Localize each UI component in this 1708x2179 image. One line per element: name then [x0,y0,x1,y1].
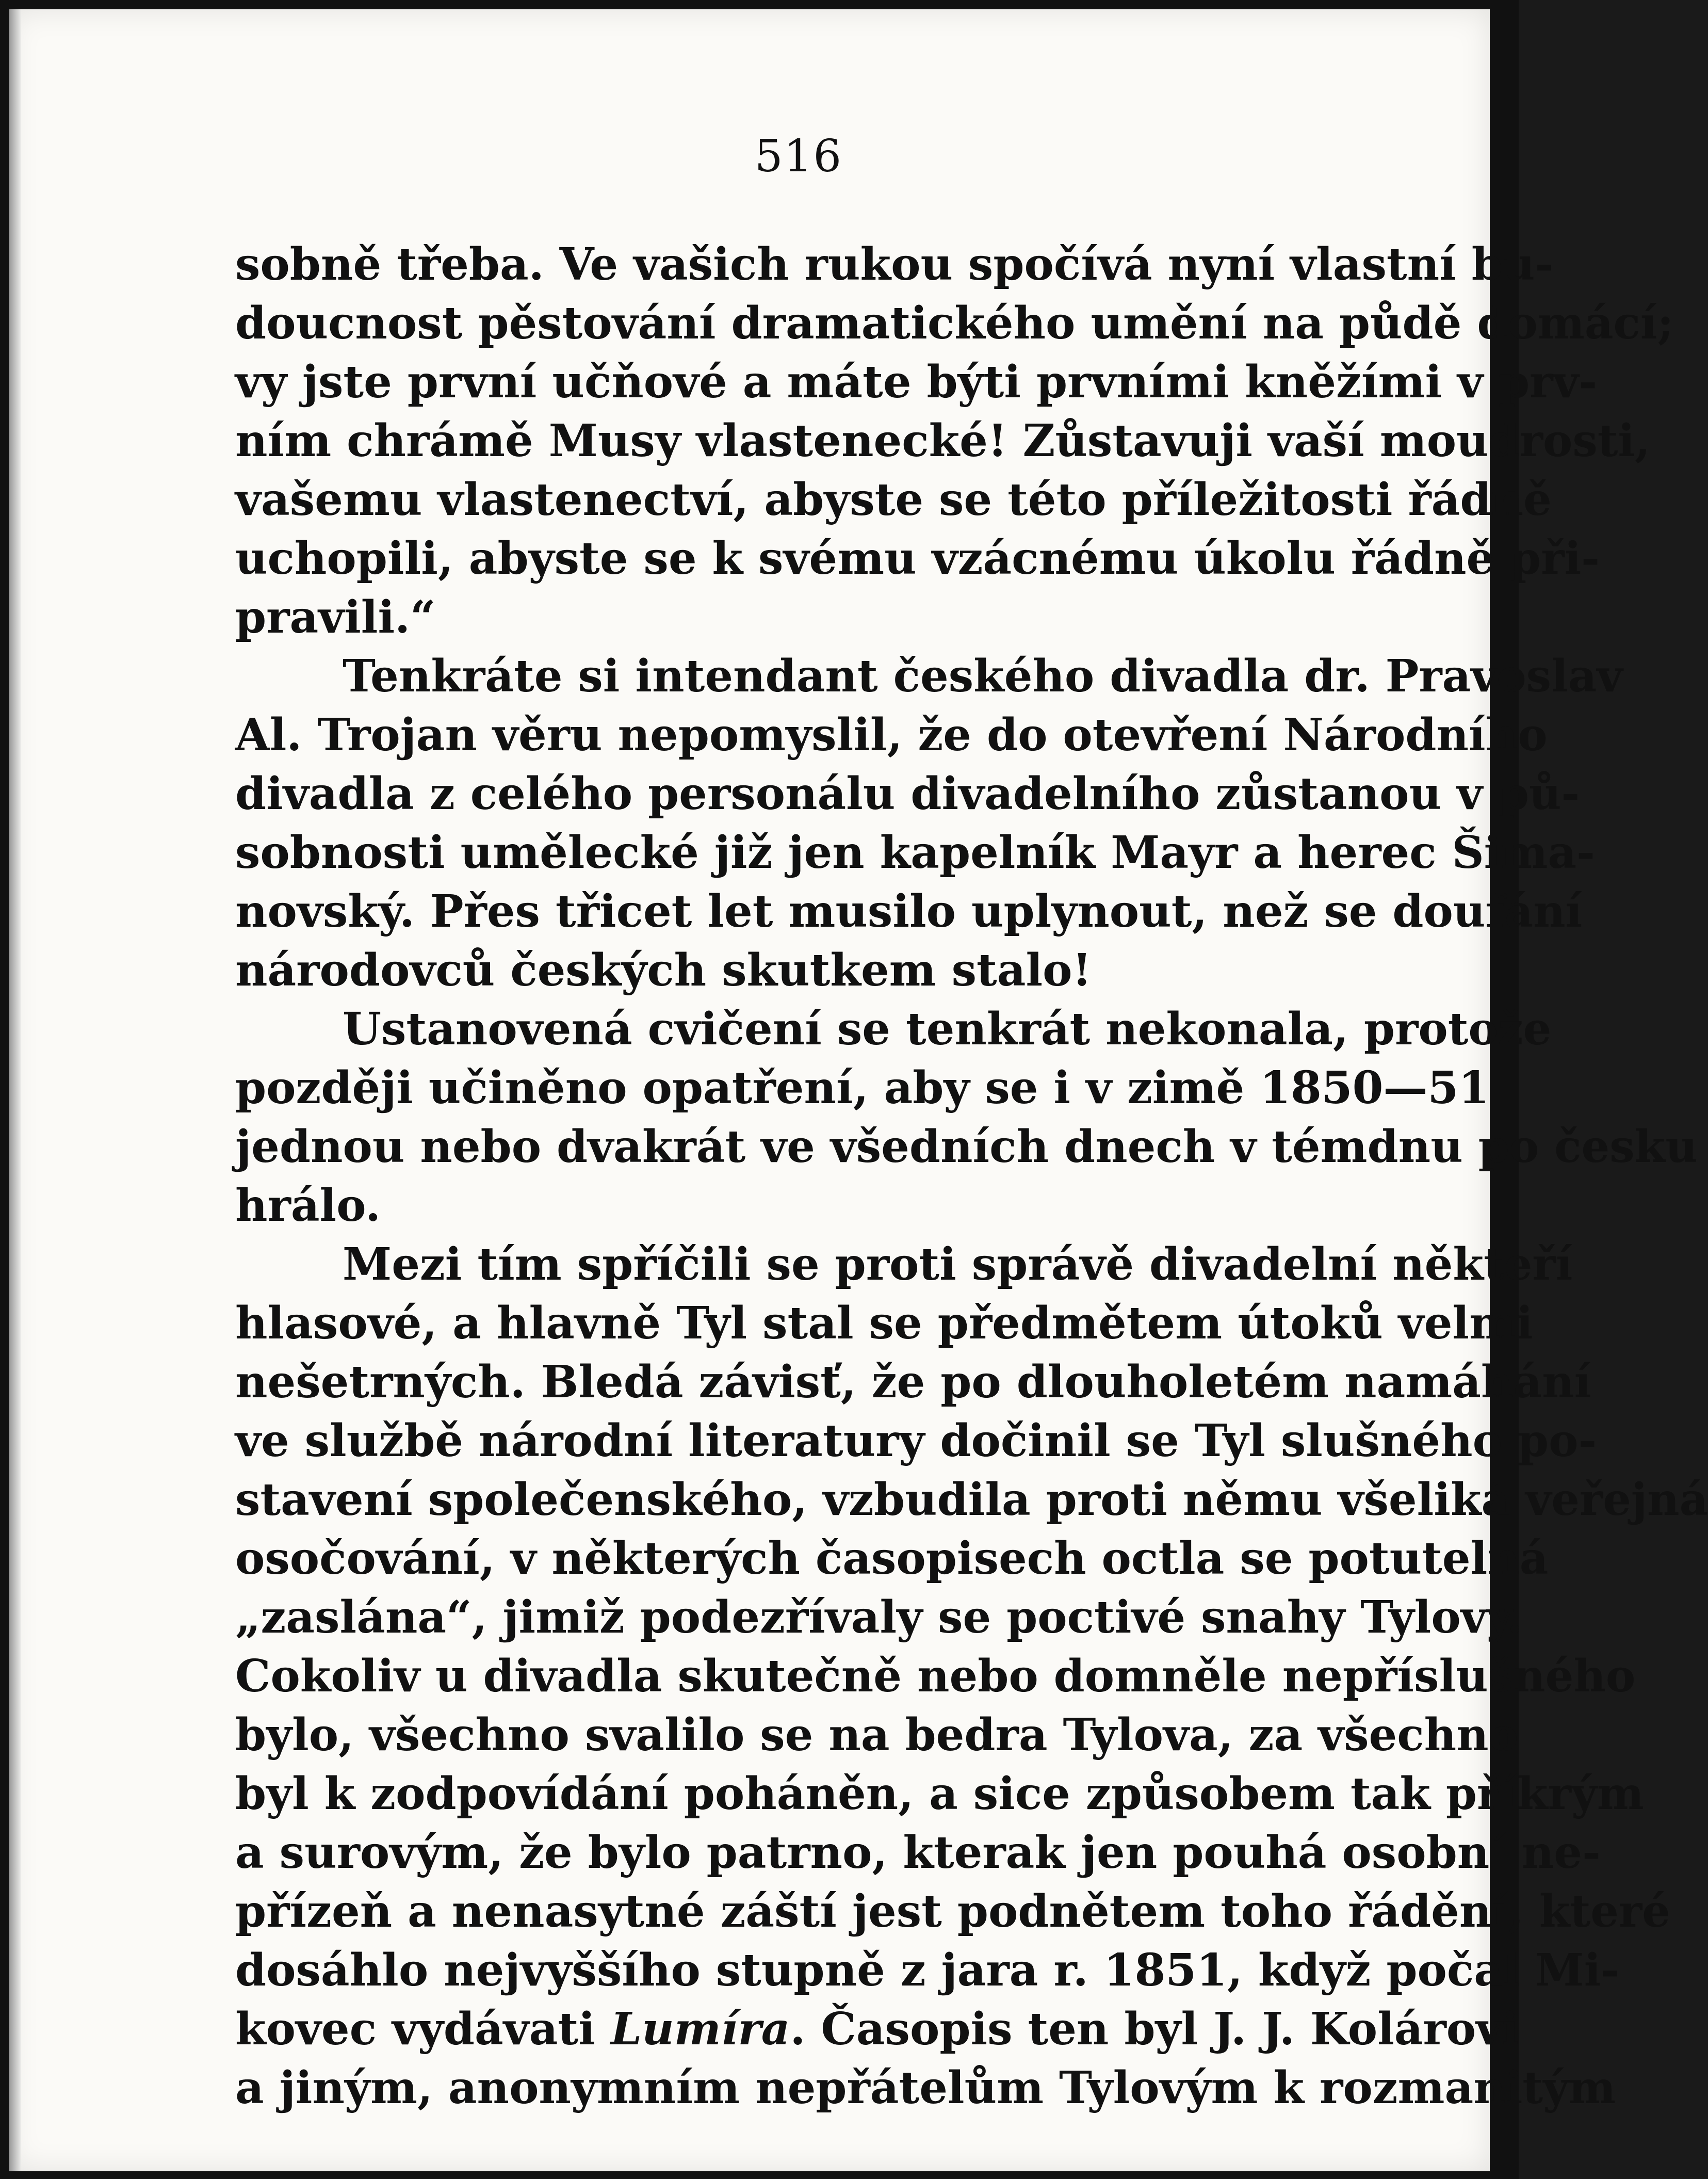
book-page [9,9,1708,2171]
text-line: přízeň a nenasytné záští jest podnětem toho řádění, které [235,1885,1670,1938]
italic-title: Lumíra [610,2003,790,2055]
text-line: sobnosti umělecké již jen kapelník Mayr a herec Šima- [235,827,1595,879]
text-line: bylo, všechno svalilo se na bedra Tylova, za všechno [235,1709,1518,1761]
text-segment: . Časopis ten byl J. J. Kolárovi [790,2003,1519,2055]
text-line: byl k zodpovídání poháněn, a sice způsobem tak příkrým [235,1768,1644,1820]
text-line: stavení společenského, vzbudila proti němu všeliká veřejná [235,1474,1708,1526]
text-line: vašemu vlastenectví, abyste se této příležitosti řádně [235,474,1552,526]
text-line: Al. Trojan věru nepomyslil, že do otevření Národního [235,709,1548,761]
text-line: doucnost pěstování dramatického umění na půdě domácí; [235,297,1674,349]
text-line: národovců českých skutkem stalo! [235,944,1092,996]
page-number: 516 [754,131,843,182]
text-line [235,2000,1519,2059]
text-line: a surovým, že bylo patrno, kterak jen pouhá osobní ne- [235,1827,1601,1879]
page-edge [9,9,21,2171]
text-line: uchopili, abyste se k svému vzácnému úkolu řádně při- [235,532,1600,585]
body-text [235,235,1708,2118]
text-line: nešetrných. Bledá závisť, že po dlouholetém namáhání [235,1356,1591,1408]
text-line: později učiněno opatření, aby se i v zimě 1850—51 [235,1062,1490,1114]
text-line: sobně třeba. Ve vašich rukou spočívá nyní vlastní bu- [235,238,1554,290]
text-line: hrálo. [235,1180,381,1232]
text-line: Mezi tím spříčili se proti správě divadelní někteří [343,1238,1573,1290]
text-line: divadla z celého personálu divadelního zůstanou v pů- [235,768,1580,820]
text-line: Cokoliv u divadla skutečně nebo domněle nepříslušného [235,1650,1636,1702]
text-line: Tenkráte si intendant českého divadla dr. Pravoslav [343,650,1623,702]
text-line: hlasové, a hlavně Tyl stal se předmětem útoků velmi [235,1297,1533,1349]
text-segment: kovec vydávati [235,2003,611,2055]
text-line: novský. Přes třicet let musilo uplynout, než se doufání [235,885,1583,938]
text-line: vy jste první učňové a máte býti prvními kněžími v prv- [235,356,1598,408]
text-line: Ustanovená cvičení se tenkrát nekonala, protože [343,1003,1552,1055]
text-line: jednou nebo dvakrát ve všedních dnech v témdnu po česku [235,1121,1698,1173]
text-line: ním chrámě Musy vlastenecké! Zůstavuji vaší moudrosti, [235,415,1651,467]
text-line: ve službě národní literatury dočinil se Tyl slušného po- [235,1415,1597,1467]
text-line: pravili.“ [235,591,436,643]
text-line: dosáhlo nejvyššího stupně z jara r. 1851, když počal Mi- [235,1944,1620,1996]
text-line: osočování, v některých časopisech octla se potutelná [235,1532,1549,1585]
text-line: „zaslána“, jimiž podezřívaly se poctivé snahy Tylovy. [235,1591,1523,1643]
text-line: a jiným, anonymním nepřátelům Tylovým k rozmanitým [235,2062,1616,2114]
